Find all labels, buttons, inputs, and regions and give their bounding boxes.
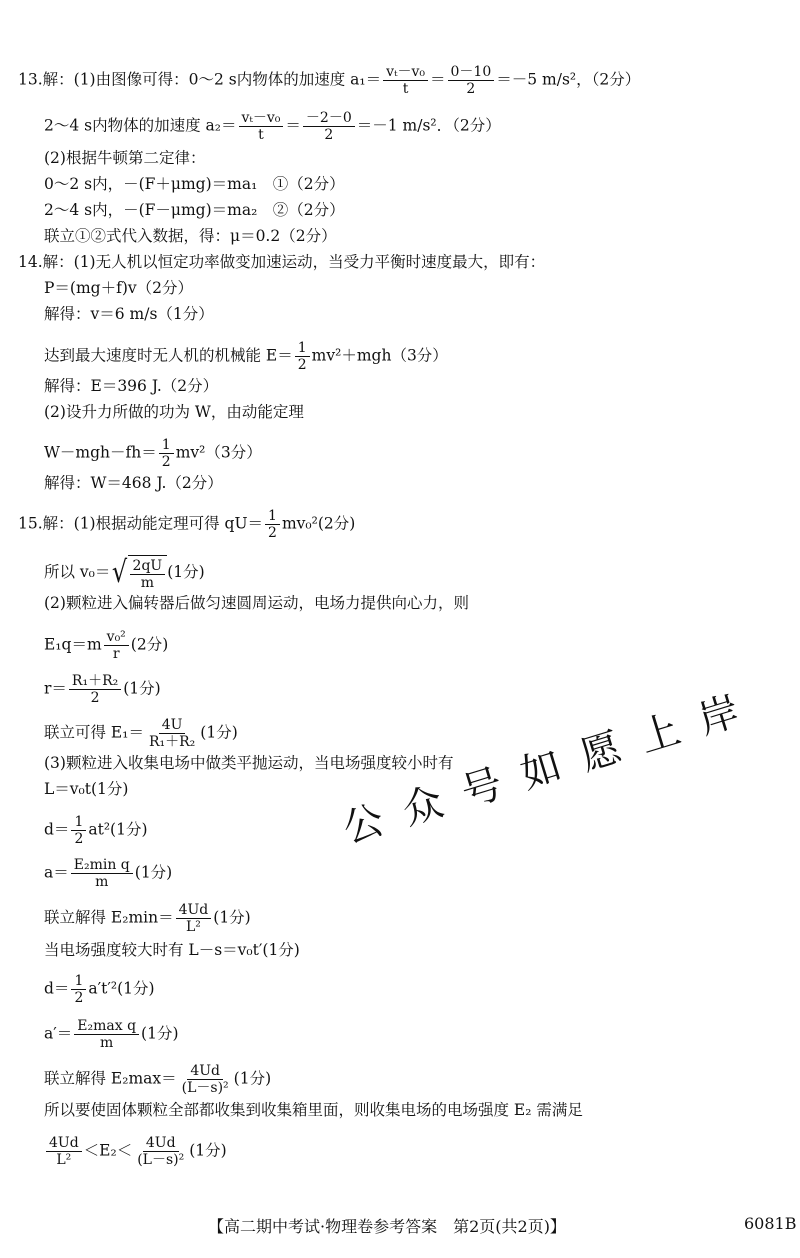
fraction: $\frac{\text{R₁＋R₂}}{2}$ [69, 673, 121, 706]
answer-line: 所以要使固体颗粒全部都收集到收集箱里面，则收集电场的电场强度 E₂ 需满足 [44, 1101, 583, 1119]
answer-line: 2～4 s内，－(F－μmg)＝ma₂ ②（2分） [44, 201, 345, 219]
fraction: $\frac{1}{2}$ [159, 437, 174, 470]
answer-line: 15.解：(1)根据动能定理可得 qU＝ $\frac{1}{2}$ mv₀²(2分) [18, 508, 356, 541]
answer-line: P＝(mg＋f)v（2分） [44, 279, 193, 297]
answer-line: 联立①②式代入数据，得：μ＝0.2（2分） [44, 227, 337, 245]
answer-line: 0～2 s内，－(F＋μmg)＝ma₁ ①（2分） [44, 175, 345, 193]
fraction: $\frac{\text{v₀²}}{r}$ [104, 629, 129, 662]
answer-line: a＝ E₂min q m (1分) [44, 857, 173, 890]
fraction: $\frac{1}{2}$ [71, 814, 86, 847]
answer-line: 14.解：(1)无人机以恒定功率做变加速运动，当受力平衡时速度最大，即有： [18, 253, 546, 271]
answer-line: r＝ $\frac{\text{R₁＋R₂}}{2}$ (1分) [44, 673, 161, 706]
fraction: $\frac{-2-0}{2}$ [303, 110, 355, 143]
fraction: $\frac{0-10}{2}$ [448, 64, 495, 97]
answer-line: 联立解得 E₂max＝ $\frac{4Ud}{\text{(L－s)²}}$ (1分) [44, 1063, 272, 1096]
answer-line: W－mgh－fh＝ $\frac{1}{2}$ mv²（3分） [44, 437, 262, 470]
answer-line: 所以 v₀＝ √ $\frac{2qU}{m}$ (1分) [44, 555, 205, 591]
fraction: $\frac{\text{vₜ－v₀}}{t}$ [239, 110, 284, 143]
answer-line: d＝ $\frac{1}{2}$ a′t′²(1分) [44, 973, 155, 1006]
fraction: $\frac{4Ud}{\text{(L－s)²}}$ [137, 1135, 185, 1168]
answer-line: d＝ $\frac{1}{2}$ at²(1分) [44, 814, 148, 847]
answer-line: L＝v₀t(1分) [44, 780, 129, 798]
answer-line: a′＝ E₂max q m (1分) [44, 1018, 179, 1051]
paper-code: 6081B [744, 1214, 797, 1233]
answer-line: 2～4 s内物体的加速度 a₂＝ $\frac{\text{vₜ－v₀}}{t}$ ＝ $\frac{-2-0}{2}$ ＝－1 m/s²．（2分） [44, 110, 501, 143]
fraction: $\frac{\text{vₜ－v₀}}{t}$ [383, 64, 428, 97]
fraction: $\frac{4Ud}{\text{(L－s)²}}$ [181, 1063, 229, 1096]
answer-line: (2)设升力所做的功为 W，由动能定理 [44, 403, 304, 421]
answer-line: $\frac{4Ud}{\text{L²}}$ ＜E₂＜ $\frac{4Ud}{\text{(L－s)²}}$ (1分) [44, 1135, 227, 1168]
fraction: $\frac{2qU}{m}$ [130, 558, 166, 591]
fraction: $\frac{4Ud}{\text{L²}}$ [46, 1135, 82, 1168]
answer-line: (2)颗粒进入偏转器后做匀速圆周运动，电场力提供向心力，则 [44, 594, 469, 612]
fraction: $\frac{4U}{\text{R₁＋R₂}}$ [148, 717, 196, 750]
answer-line: (2)根据牛顿第二定律： [44, 149, 206, 167]
answer-line: 解得：E＝396 J.（2分） [44, 377, 219, 395]
text: 13.解：(1)由图像可得：0～2 s内物体的加速度 a₁＝ [18, 70, 382, 89]
answer-line: 联立解得 E₂min＝ $\frac{4Ud}{\text{L²}}$ (1分) [44, 902, 251, 935]
fraction: $\frac{4Ud}{\text{L²}}$ [176, 902, 212, 935]
fraction: E₂max q m [74, 1018, 139, 1051]
fraction: $\frac{1}{2}$ [265, 508, 280, 541]
answer-line: E₁q＝m $\frac{\text{v₀²}}{r}$ (2分) [44, 629, 169, 662]
fraction: $\frac{1}{2}$ [295, 340, 310, 373]
watermark: 公众号如愿上岸 [337, 681, 767, 853]
square-root: √ $\frac{2qU}{m}$ [110, 555, 167, 591]
answer-line: 达到最大速度时无人机的机械能 E＝ $\frac{1}{2}$ mv²＋mgh（3分） [44, 340, 448, 373]
fraction: E₂min q m [71, 857, 133, 890]
page-footer: 【高二期中考试·物理卷参考答案 第2页(共2页)】 [208, 1217, 566, 1236]
answer-line: 解得：v＝6 m/s（1分） [44, 305, 214, 323]
answer-line: 解得：W＝468 J.（2分） [44, 474, 223, 492]
answer-line: 13.解：(1)由图像可得：0～2 s内物体的加速度 a₁＝ $\frac{\text{vₜ－v₀}}{t}$ ＝ $\frac{0-10}{2}$ ＝－5 m/s²，（2分） [18, 64, 641, 97]
answer-line: 联立可得 E₁＝ $\frac{4U}{\text{R₁＋R₂}}$ (1分) [44, 717, 238, 750]
answer-line: 当电场强度较大时有 L－s＝v₀t′(1分) [44, 941, 300, 959]
fraction: $\frac{1}{2}$ [71, 973, 86, 1006]
answer-line: (3)颗粒进入收集电场中做类平抛运动，当电场强度较小时有 [44, 754, 454, 772]
